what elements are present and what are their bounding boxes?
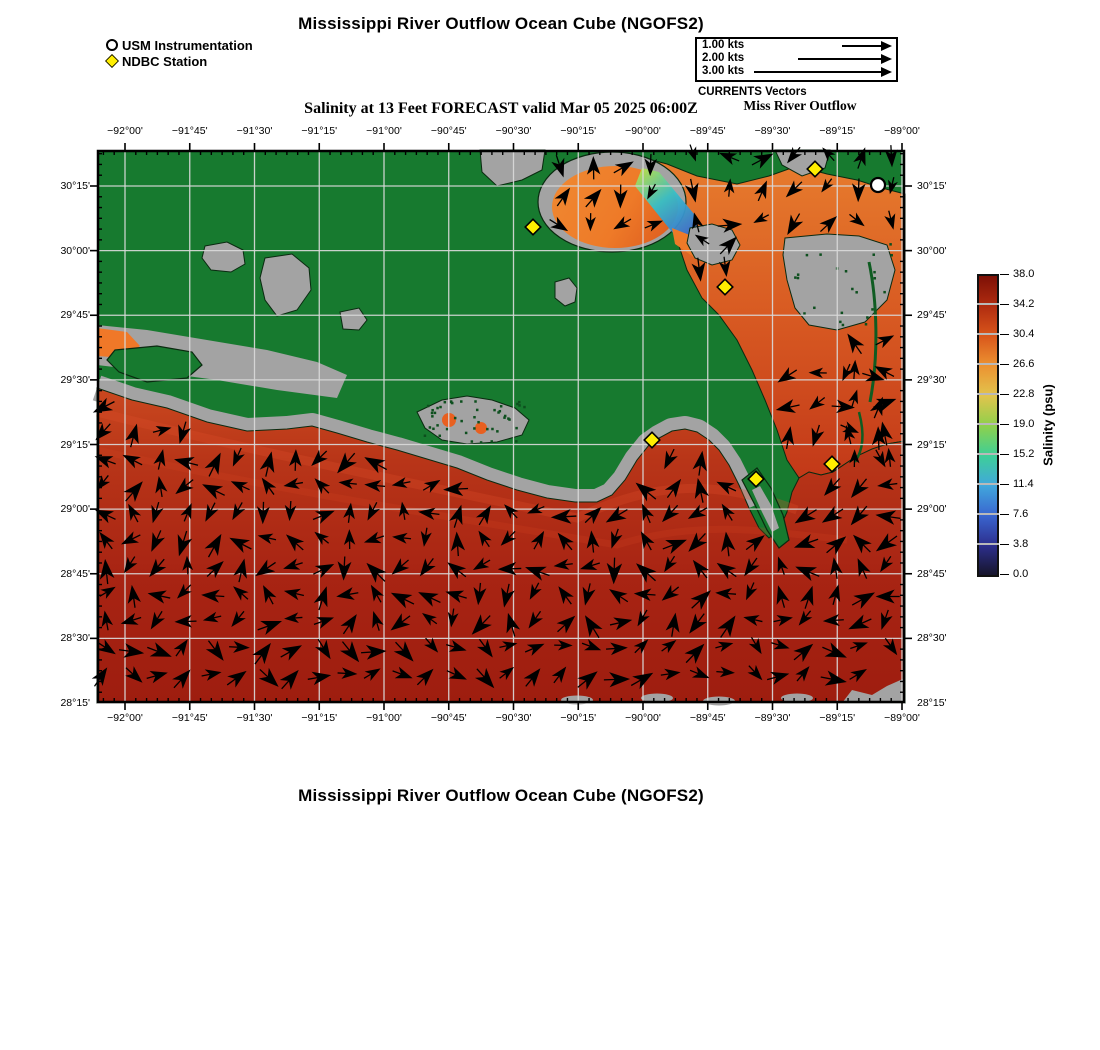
colorbar-tick-label: 30.4: [1013, 328, 1035, 340]
colorbar-tick: [1000, 574, 1009, 576]
map-plot: [97, 150, 905, 703]
lon-tick-label: −89°15': [819, 125, 856, 137]
colorbar-tick-label: 0.0: [1013, 568, 1029, 580]
lat-tick-label: 29°00': [917, 503, 947, 516]
lat-tick-label: 28°15': [917, 697, 947, 709]
vector-scale-arrow-icon: [842, 45, 890, 47]
ndbc-legend-row: [106, 53, 253, 69]
vector-scale-label: 2.00 kts: [702, 52, 745, 64]
lon-tick-label: −91°00': [366, 712, 402, 724]
lon-tick-label: −89°30': [754, 125, 791, 137]
lon-tick-label: −89°30': [754, 712, 791, 724]
currents-caption: CURRENTS Vectors: [698, 86, 807, 98]
vector-scale-arrow-icon: [754, 71, 890, 73]
colorbar-tick: [1000, 454, 1009, 456]
lat-tick-label: 28°15': [60, 697, 90, 709]
colorbar-tick: [977, 303, 999, 305]
lon-tick-label: −89°45': [689, 712, 726, 724]
colorbar-tick: [977, 393, 999, 395]
lat-tick-label: 28°30': [917, 632, 947, 645]
lon-tick-label: −90°15': [560, 125, 597, 137]
lat-tick-label: 28°30': [60, 632, 90, 645]
map-canvas: [97, 150, 905, 703]
colorbar-tick: [977, 513, 999, 515]
colorbar-tick: [1000, 304, 1009, 306]
colorbar-tick: [1000, 364, 1009, 366]
page-title: Mississippi River Outflow Ocean Cube (NGOFS2): [298, 14, 704, 33]
lon-tick-label: −89°00': [884, 125, 920, 137]
lat-tick-label: 29°30': [917, 373, 947, 386]
lat-tick-label: 30°00': [60, 244, 90, 257]
colorbar-tick-label: 3.8: [1013, 538, 1029, 550]
colorbar-tick-label: 15.2: [1013, 448, 1035, 460]
lon-tick-label: −90°00': [625, 712, 661, 724]
colorbar-tick: [977, 483, 999, 485]
colorbar-tick-label: 7.6: [1013, 508, 1029, 520]
lon-tick-label: −91°30': [236, 125, 273, 137]
lon-tick-label: −90°00': [625, 125, 661, 137]
lat-tick-label: 29°00': [60, 503, 90, 516]
lon-tick-label: −90°30': [495, 712, 532, 724]
lon-tick-label: −91°45': [171, 712, 208, 724]
lat-tick-label: 29°45': [60, 309, 90, 322]
lat-tick-label: 30°15': [60, 180, 90, 192]
colorbar-tick-label: 34.2: [1013, 298, 1035, 310]
colorbar-tick: [977, 363, 999, 365]
vector-scale-arrow-icon: [798, 58, 890, 60]
colorbar-tick: [977, 543, 999, 545]
lon-tick-label: −89°00': [884, 712, 920, 724]
lon-tick-label: −91°45': [171, 125, 208, 137]
lat-tick-label: 28°45': [917, 567, 947, 580]
colorbar-tick: [1000, 544, 1009, 546]
currents-vector-legend: [695, 37, 898, 82]
lon-tick-label: −89°45': [689, 125, 726, 137]
lon-tick-label: −90°45': [430, 125, 467, 137]
lon-tick-label: −91°30': [236, 712, 273, 724]
lon-tick-label: −90°30': [495, 125, 532, 137]
vector-scale-label: 3.00 kts: [702, 65, 745, 77]
lon-tick-label: −91°15': [301, 125, 338, 137]
ndbc-legend-label: NDBC Station: [122, 53, 208, 69]
lon-tick-label: −91°00': [366, 125, 402, 137]
lat-tick-label: 29°30': [60, 373, 90, 386]
colorbar-tick-label: 19.0: [1013, 418, 1035, 430]
vector-scale-row: [697, 52, 896, 65]
colorbar-tick: [1000, 394, 1009, 396]
vector-scale-row: [697, 65, 896, 78]
lon-tick-label: −89°15': [819, 712, 856, 724]
colorbar-tick: [977, 423, 999, 425]
lat-tick-label: 29°45': [917, 309, 947, 322]
colorbar-tick: [1000, 514, 1009, 516]
lon-tick-label: −92°00': [107, 712, 143, 724]
usm-station-marker: [871, 178, 885, 192]
region-label: Miss River Outflow: [743, 98, 857, 113]
colorbar-axis-label: Salinity (psu): [1040, 384, 1056, 466]
usm-circle-icon: [106, 39, 118, 51]
vector-scale-row: [697, 39, 896, 52]
ndbc-diamond-icon: [105, 54, 119, 68]
lon-tick-label: −90°15': [560, 712, 597, 724]
colorbar-tick: [977, 333, 999, 335]
colorbar-tick-label: 26.6: [1013, 358, 1035, 370]
marker-legend: [106, 37, 253, 69]
colorbar-tick: [977, 453, 999, 455]
colorbar-tick: [1000, 274, 1009, 276]
lat-tick-label: 28°45': [60, 567, 90, 580]
colorbar-tick-label: 11.4: [1013, 478, 1034, 490]
lat-tick-label: 29°15': [917, 438, 947, 451]
lon-tick-label: −92°00': [107, 125, 143, 137]
lon-tick-label: −90°45': [430, 712, 467, 724]
usm-legend-label: USM Instrumentation: [122, 37, 253, 53]
colorbar-tick-label: 38.0: [1013, 268, 1035, 280]
usm-legend-row: [106, 37, 253, 53]
lat-tick-label: 29°15': [60, 438, 90, 451]
lat-tick-label: 30°00': [917, 244, 947, 257]
lon-tick-label: −91°15': [301, 712, 338, 724]
lat-tick-label: 30°15': [917, 180, 947, 192]
map-subtitle: Salinity at 13 Feet FORECAST valid Mar 05 2025 06:00Z: [304, 100, 698, 117]
colorbar-tick: [1000, 484, 1009, 486]
colorbar-tick: [1000, 424, 1009, 426]
colorbar-tick-label: 22.8: [1013, 388, 1035, 400]
page-title-bottom: Mississippi River Outflow Ocean Cube (NGOFS2): [298, 786, 704, 805]
colorbar-tick: [1000, 334, 1009, 336]
colorbar-gradient-bar: [977, 274, 999, 577]
vector-scale-label: 1.00 kts: [702, 39, 745, 51]
